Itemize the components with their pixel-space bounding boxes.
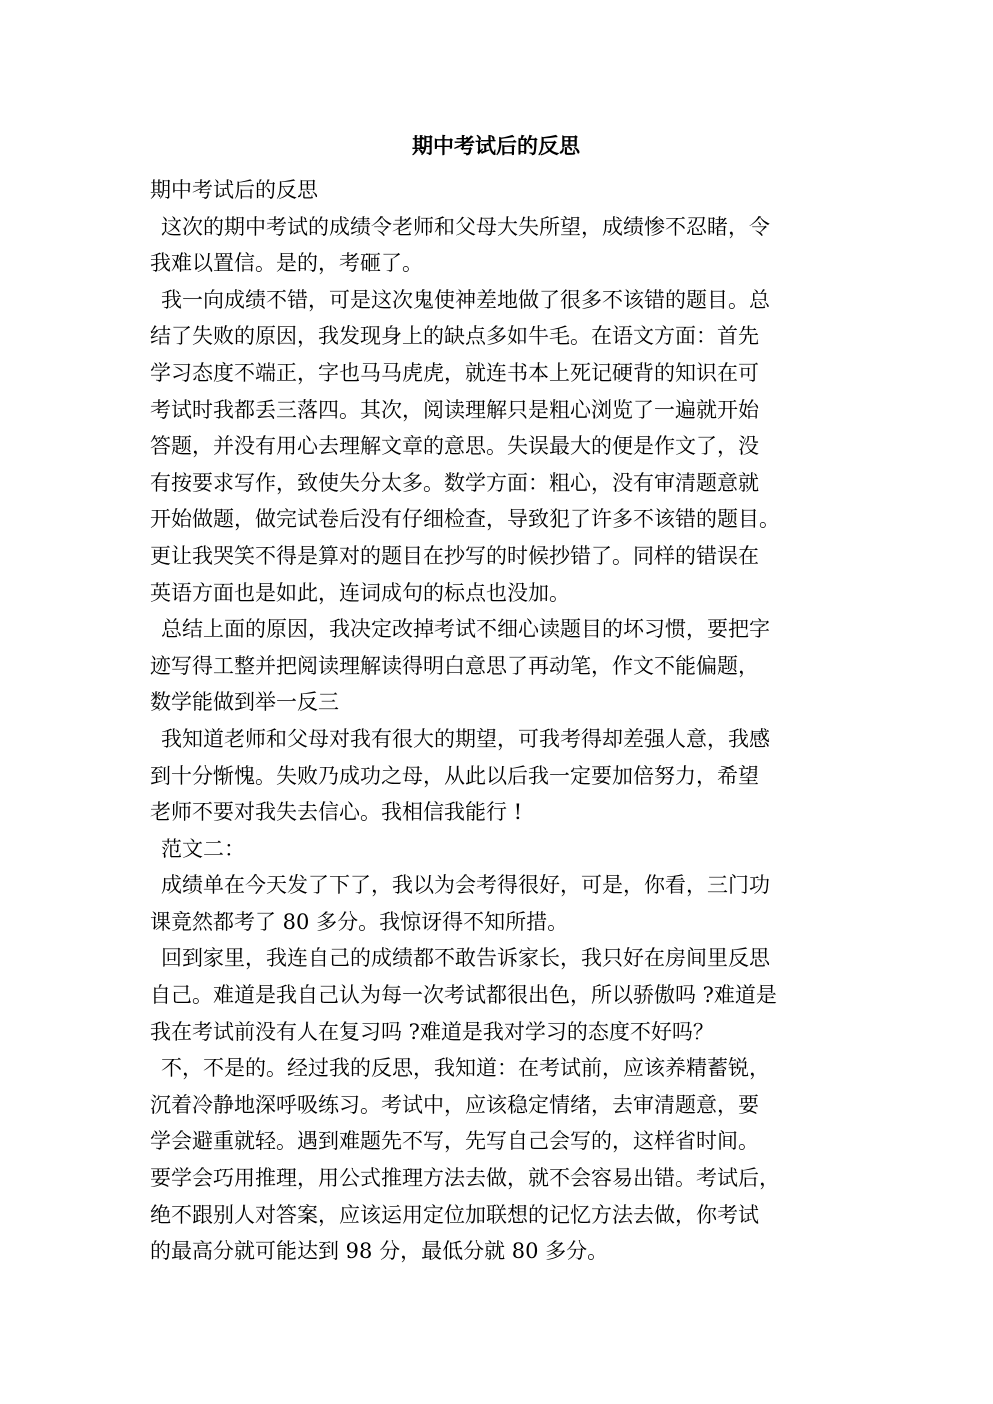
body-line: 更让我哭笑不得是算对的题目在抄写的时候抄错了。同样的错误在 (150, 543, 759, 568)
body-line: 到十分惭愧。失败乃成功之母，从此以后我一定要加倍努力，希望 (150, 763, 759, 788)
body-line: 课竟然都考了 80 多分。我惊讶得不知所措。 (150, 909, 569, 934)
body-line: 我知道老师和父母对我有很大的期望，可我考得却差强人意，我感 (161, 726, 770, 751)
body-line: 期中考试后的反思 (150, 178, 318, 202)
body-line: 不，不是的。经过我的反思，我知道：在考试前，应该养精蓄锐， (161, 1056, 770, 1081)
body-line: 绝不跟别人对答案，应该运用定位加联想的记忆方法去做，你考试 (150, 1202, 759, 1227)
body-line: 开始做题，做完试卷后没有仔细检查，导致犯了许多不该错的题目。 (150, 507, 780, 532)
body-line: 学会避重就轻。遇到难题先不写，先写自己会写的，这样省时间。 (150, 1129, 759, 1154)
body-line: 自己。难道是我自己认为每一次考试都很出色，所以骄傲吗 ?难道是 (150, 983, 777, 1008)
body-line: 英语方面也是如此，连词成句的标点也没加。 (150, 580, 570, 605)
body-line: 总结上面的原因，我决定改掉考试不细心读题目的坏习惯，要把字 (161, 617, 770, 642)
body-line: 学习态度不端正，字也马马虎虎，就连书本上死记硬背的知识在可 (150, 360, 759, 385)
body-line: 我难以置信。是的，考砸了。 (150, 251, 423, 276)
body-line: 我在考试前没有人在复习吗 ?难道是我对学习的态度不好吗？ (150, 1019, 714, 1044)
body-line: 结了失败的原因，我发现身上的缺点多如牛毛。在语文方面：首先 (150, 324, 759, 349)
body-line: 数学能做到举一反三 (150, 690, 339, 715)
body-line: 老师不要对我失去信心。我相信我能行 ! (150, 800, 523, 825)
body-line: 迹写得工整并把阅读理解读得明白意思了再动笔，作文不能偏题， (150, 653, 759, 678)
body-line: 的最高分就可能达到 98 分，最低分就 80 多分。 (150, 1239, 609, 1264)
body-line: 要学会巧用推理，用公式推理方法去做，就不会容易出错。考试后， (150, 1166, 780, 1191)
body-line: 答题，并没有用心去理解文章的意思。失误最大的便是作文了，没 (150, 434, 759, 459)
body-line: 范文二： (161, 836, 245, 861)
body-line: 回到家里，我连自己的成绩都不敢告诉家长，我只好在房间里反思 (161, 946, 770, 971)
body-line: 成绩单在今天发了下了，我以为会考得很好，可是，你看，三门功 (161, 873, 770, 898)
body-line: 有按要求写作，致使失分太多。数学方面：粗心，没有审清题意就 (150, 470, 759, 495)
body-line: 沉着冷静地深呼吸练习。考试中，应该稳定情绪，去审清题意，要 (150, 1092, 759, 1117)
body-line: 这次的期中考试的成绩令老师和父母大失所望，成绩惨不忍睹，令 (161, 214, 770, 239)
body-line: 我一向成绩不错，可是这次鬼使神差地做了很多不该错的题目。总 (161, 287, 770, 312)
document-title: 期中考试后的反思 (412, 133, 580, 158)
document-page (150, 128, 840, 1270)
body-line: 考试时我都丢三落四。其次，阅读理解只是粗心浏览了一遍就开始 (150, 397, 759, 422)
